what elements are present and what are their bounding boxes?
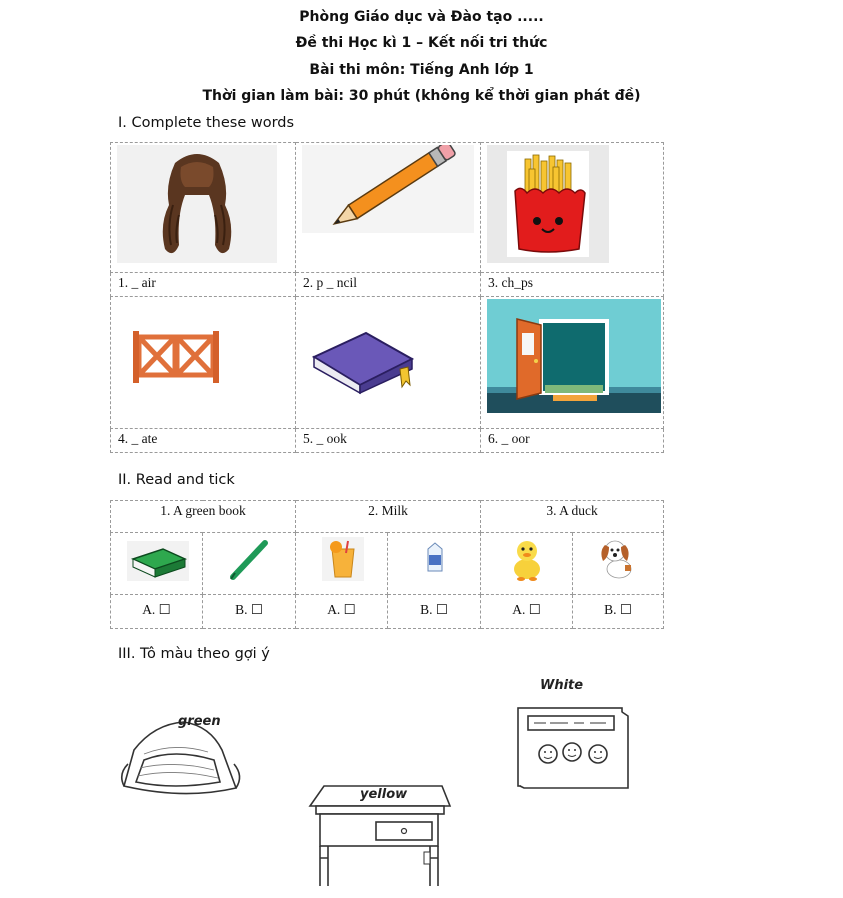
exam-duration: Thời gian làm bài: 30 phút (không kể thời gian phát đề) <box>202 88 641 104</box>
q2-option-b-picture <box>388 533 481 595</box>
gate-cell <box>111 297 296 429</box>
green-book-icon <box>127 541 189 581</box>
hair-icon <box>117 145 277 263</box>
exam-subject: Bài thi môn: Tiếng Anh lớp 1 <box>309 62 534 78</box>
q2-option-b[interactable]: B. ☐ <box>388 595 481 629</box>
section-3-title: III. Tô màu theo gợi ý <box>118 646 270 662</box>
hint-white: White <box>540 678 584 693</box>
door-cell <box>481 297 664 429</box>
milk-carton-icon <box>424 541 446 573</box>
door-icon <box>487 299 661 413</box>
book-cell <box>296 297 481 429</box>
word-1: 1. _ air <box>111 273 296 297</box>
q2-option-a-picture <box>296 533 388 595</box>
section-2-title: II. Read and tick <box>118 472 235 488</box>
school-office: Phòng Giáo dục và Đào tạo ..... <box>299 9 544 25</box>
fries-icon <box>487 145 609 263</box>
q1-option-b-picture <box>203 533 296 595</box>
exam-title: Đề thi Học kì 1 – Kết nối tri thức <box>295 35 548 51</box>
word-2: 2. p _ ncil <box>296 273 481 297</box>
word-6: 6. _ oor <box>481 429 664 453</box>
hint-yellow: yellow <box>360 787 408 802</box>
word-3: 3. ch_ps <box>481 273 664 297</box>
q1-option-a[interactable]: A. ☐ <box>111 595 203 629</box>
picture-book-icon <box>514 704 632 790</box>
q3-option-b-picture <box>573 533 664 595</box>
hair-cell <box>111 143 296 273</box>
chips-cell <box>481 143 664 273</box>
orange-juice-icon <box>322 537 364 581</box>
schoolbag-icon <box>114 720 248 800</box>
pencil-cell <box>296 143 481 273</box>
q1-option-a-picture <box>111 533 203 595</box>
section-1-title: I. Complete these words <box>118 115 295 131</box>
q3-option-a[interactable]: A. ☐ <box>481 595 573 629</box>
q1-option-b[interactable]: B. ☐ <box>203 595 296 629</box>
book-icon <box>308 319 420 395</box>
duckling-icon <box>507 537 547 581</box>
question-2-prompt: 2. Milk <box>296 501 481 533</box>
question-1-prompt: 1. A green book <box>111 501 296 533</box>
q3-option-b[interactable]: B. ☐ <box>573 595 664 629</box>
word-4: 4. _ ate <box>111 429 296 453</box>
q2-option-a[interactable]: A. ☐ <box>296 595 388 629</box>
q3-option-a-picture <box>481 533 573 595</box>
green-pen-icon <box>227 537 271 581</box>
hint-green: green <box>178 714 221 729</box>
read-tick-table <box>110 500 664 629</box>
gate-icon <box>131 329 221 385</box>
question-3-prompt: 3. A duck <box>481 501 664 533</box>
pencil-icon <box>302 145 474 233</box>
complete-words-table <box>110 142 664 453</box>
puppy-icon <box>595 537 639 581</box>
word-5: 5. _ ook <box>296 429 481 453</box>
